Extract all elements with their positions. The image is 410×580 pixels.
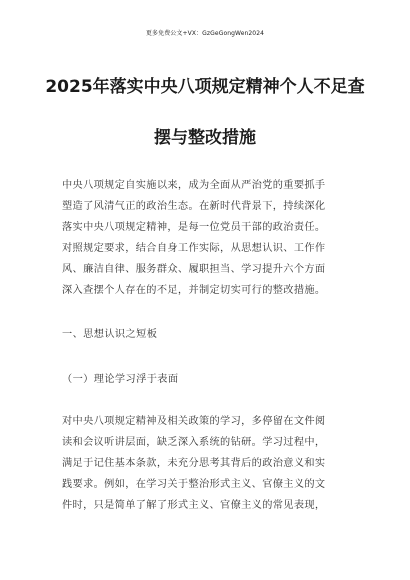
- section-heading: 一、思想认识之短板: [62, 329, 158, 340]
- body-paragraph: [62, 411, 352, 516]
- intro-line: 落实中央八项规定精神，是每一位党员干部的政治责任。: [62, 222, 326, 233]
- subsection-heading: （一）理论学习浮于表面: [62, 374, 179, 385]
- body-line: 满足于记住基本条款，未充分思考其背后的政治意义和实: [62, 458, 326, 469]
- intro-line: 塑造了风清气正的政治生态。在新时代背景下，持续深化: [62, 201, 326, 212]
- header-note: 更多免费公文+VX：GzGeGongWen2024: [145, 30, 265, 37]
- document-title-line-2: 摆与整改措施: [154, 128, 256, 148]
- intro-line: 对照规定要求，结合自身工作实际，从思想认识、工作作: [62, 243, 326, 254]
- body-line: 践要求。例如，在学习关于整治形式主义、官僚主义的文: [62, 479, 326, 490]
- intro-line: 深入查摆个人存在的不足，并制定切实可行的整改措施。: [62, 285, 326, 296]
- intro-paragraph: [62, 175, 352, 301]
- body-line: 对中央八项规定精神及相关政策的学习，多停留在文件阅: [62, 416, 326, 427]
- document-title-line-1: 2025年落实中央八项规定精神个人不足查: [45, 77, 365, 97]
- body-line: 件时，只是简单了解了形式主义、官僚主义的常见表现，: [62, 500, 326, 511]
- body-line: 读和会议听讲层面，缺乏深入系统的钻研。学习过程中，: [62, 437, 326, 448]
- intro-line: 中央八项规定自实施以来，成为全面从严治党的重要抓手: [62, 180, 326, 191]
- intro-line: 风、廉洁自律、服务群众、履职担当、学习提升六个方面: [62, 264, 326, 275]
